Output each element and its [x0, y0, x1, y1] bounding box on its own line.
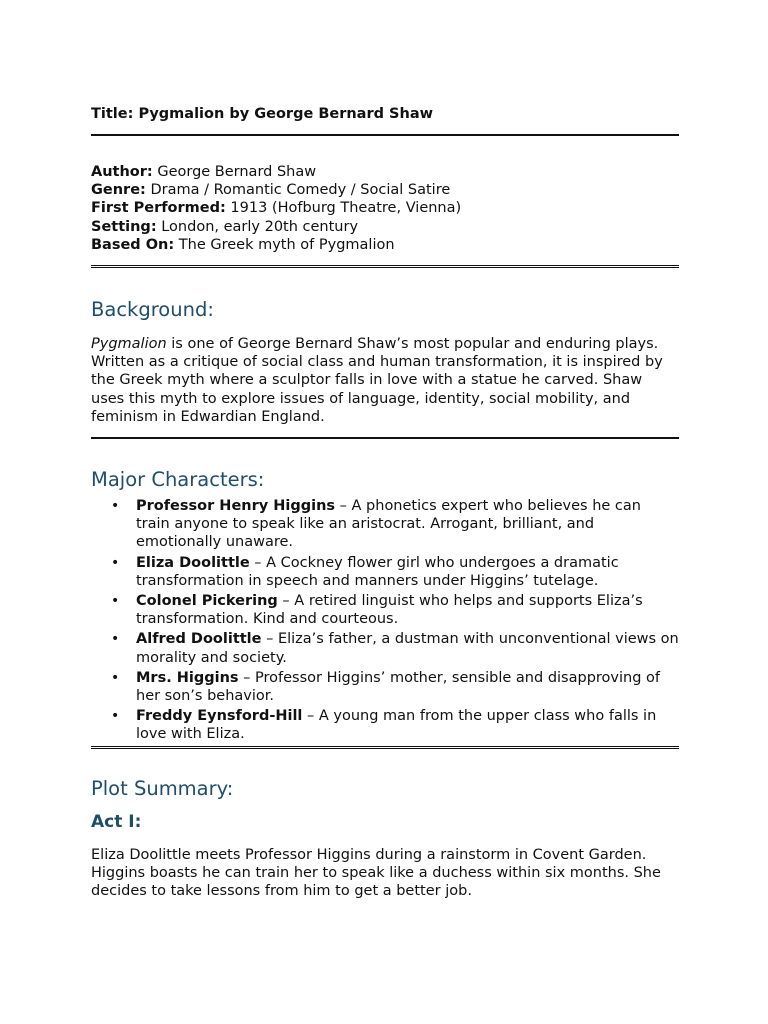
meta-label: First Performed: [91, 200, 226, 217]
meta-label: Author: [91, 164, 153, 180]
characters-heading: Major Characters: [91, 468, 265, 492]
list-item [91, 669, 679, 705]
character-name: Freddy Eynsford-Hill [136, 708, 303, 725]
character-name: Professor Henry Higgins [136, 498, 336, 515]
bullet-icon: • [111, 593, 120, 610]
meta-value: London, early 20th century [161, 218, 359, 235]
list-item [91, 554, 679, 590]
background-heading: Background: [91, 298, 214, 322]
bullet-icon: • [111, 498, 120, 515]
characters-list [91, 497, 679, 744]
meta-author [91, 163, 679, 181]
plot-summary-heading: Plot Summary: [91, 776, 234, 800]
background-text-line1: is one of George Bernard Shaw’s most popular and enduring [166, 336, 611, 353]
bullet-icon: • [111, 669, 120, 686]
meta-value: Drama / Romantic Comedy / Social Satire [150, 182, 451, 199]
meta-value: George Bernard Shaw [157, 164, 317, 180]
meta-first-performed [91, 199, 679, 217]
background-text-rest: plays. Written as a critique of social class and human transformation, it is inspired by the Greek myth where a sculptor falls in love with a statue he carved. Shaw uses this myth to explore issues of language, identity, social mobility, and feminism in Edwardian England. [91, 336, 663, 425]
bullet-icon: • [111, 631, 120, 648]
meta-label: Based On: [91, 236, 175, 253]
metadata-divider [91, 265, 679, 268]
meta-based-on [91, 236, 679, 254]
character-desc: – Eliza’s father, a dustman with unconventional views on morality and society. [136, 631, 679, 666]
character-desc: – A phonetics expert who believes he can train anyone to speak like an aristocrat. Arrogant, brilliant, and emotionally unaware. [136, 498, 641, 551]
document-content [91, 104, 679, 900]
background-divider [91, 437, 679, 439]
act-one-paragraph: Eliza Doolittle meets Professor Higgins during a rainstorm in Covent Garden. Higgins boasts he can train her to speak like a duchess within six months. She decides to take lessons from him to get a better job. [91, 846, 661, 900]
background-paragraph [91, 335, 679, 426]
list-item [91, 592, 679, 628]
act-one-heading: Act I: [91, 811, 142, 832]
character-desc: – A Cockney flower girl who undergoes a dramatic transformation in speech and manners under Higgins’ tutelage. [136, 554, 619, 589]
meta-label: Genre: [91, 182, 146, 199]
play-title-italic: Pygmalion [91, 336, 167, 353]
character-desc: – A retired linguist who helps and supports Eliza’s transformation. Kind and courteous. [136, 593, 643, 628]
list-item [91, 497, 679, 552]
bullet-icon: • [111, 554, 120, 571]
list-item [91, 707, 679, 743]
character-name: Colonel Pickering [136, 593, 278, 610]
meta-setting [91, 218, 679, 236]
meta-genre [91, 181, 679, 199]
character-desc: – Professor Higgins’ mother, sensible and disapproving of her son’s behavior. [136, 669, 660, 705]
meta-value: The Greek myth of Pygmalion [178, 236, 395, 253]
title-divider [91, 134, 679, 136]
characters-divider [91, 746, 679, 749]
character-name: Mrs. Higgins [136, 669, 239, 686]
meta-label: Setting: [91, 218, 157, 235]
character-name: Alfred Doolittle [136, 631, 262, 648]
character-desc: – A young man from the upper class who falls in love with Eliza. [136, 708, 657, 743]
character-name: Eliza Doolittle [136, 554, 250, 571]
metadata-block [91, 163, 679, 254]
bullet-icon: • [111, 708, 120, 725]
list-item [91, 630, 679, 666]
meta-value: 1913 (Hofburg Theatre, Vienna) [230, 200, 462, 217]
document-title: Title: Pygmalion by George Bernard Shaw [91, 106, 433, 122]
